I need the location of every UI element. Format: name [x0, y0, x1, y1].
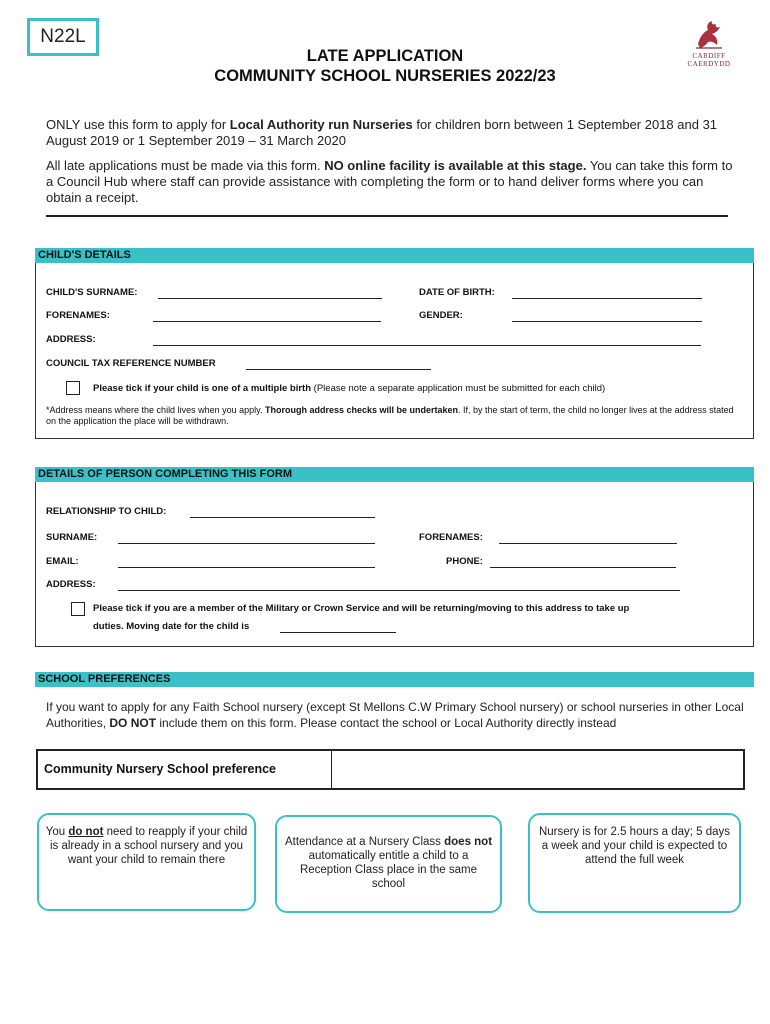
address-note-bold: Thorough address checks will be undertaken [264, 405, 459, 415]
logo-text-cy: CAERDYDD [687, 60, 731, 68]
intro-1-bold: Local Authority run Nurseries [229, 117, 413, 132]
phone-field[interactable] [490, 567, 676, 568]
email-label: EMAIL: [46, 556, 79, 567]
dob-field[interactable] [512, 298, 702, 299]
form-code: N22L [40, 26, 86, 47]
title-line-1: LATE APPLICATION [306, 47, 464, 65]
preference-table [36, 749, 745, 790]
tip-box-reception [275, 815, 502, 913]
gender-field[interactable] [512, 321, 702, 322]
address-note-text-end: . If, by the start of term, the child no longer lives at the address stated on the application the place will be withdrawn. [46, 405, 734, 426]
intro-1-text: ONLY use this form to apply for [46, 117, 230, 132]
title-line-2: COMMUNITY SCHOOL NURSERIES 2022/23 [214, 67, 556, 85]
section-header-person: DETAILS OF PERSON COMPLETING THIS FORM [35, 467, 754, 482]
address-note [46, 405, 746, 427]
moving-date-field[interactable] [280, 632, 396, 633]
relationship-label: RELATIONSHIP TO CHILD: [46, 506, 167, 517]
intro-1-text-end: for children born between 1 September 2018 and 31 August 2019 or 1 September 2019 – 31 March 2020 [46, 117, 718, 148]
preference-label: Community Nursery School preference [38, 751, 332, 788]
intro-2-text: All late applications must be made via this form. [46, 158, 325, 173]
page-title [0, 46, 770, 86]
intro-2-text-end: You can take this form to a Council Hub where staff can provide assistance with completing the form or to hand deliver forms where you can obtain a receipt. [46, 158, 733, 205]
child-surname-label: CHILD'S SURNAME: [46, 287, 138, 298]
child-forenames-label: FORENAMES: [46, 310, 110, 321]
intro-paragraph-2 [46, 158, 742, 206]
council-tax-label: COUNCIL TAX REFERENCE NUMBER [46, 358, 216, 369]
council-tax-field[interactable] [246, 369, 431, 370]
multiple-birth-bold: Please tick if your child is one of a multiple birth [93, 383, 312, 394]
military-text-2: duties. Moving date for the child is [93, 621, 250, 632]
multiple-birth-text [93, 383, 605, 395]
person-forenames-label: FORENAMES: [419, 532, 483, 543]
school-text-bold: DO NOT [109, 716, 157, 730]
section-header-child: CHILD'S DETAILS [35, 248, 754, 263]
person-address-label: ADDRESS: [46, 579, 96, 590]
relationship-field[interactable] [190, 517, 375, 518]
gender-label: GENDER: [419, 310, 463, 321]
address-note-text: *Address means where the child lives when you apply. [46, 405, 265, 415]
tip-1-emphasis: do not [68, 826, 104, 838]
tip-box-reapply [37, 813, 256, 911]
tip-3-text: Nursery is for 2.5 hours a day; 5 days a week and your child is expected to attend the full week [538, 826, 731, 866]
logo-text-en: CARDIFF [692, 52, 726, 60]
section-header-school: SCHOOL PREFERENCES [35, 672, 754, 687]
school-text-end: include them on this form. Please contact the school or Local Authority directly instead [156, 716, 617, 730]
child-forenames-field[interactable] [153, 321, 381, 322]
intro-2-bold: NO online facility is available at this stage. [324, 158, 587, 173]
tip-2-bold: does not [444, 836, 493, 848]
person-forenames-field[interactable] [499, 543, 677, 544]
child-address-label: ADDRESS: [46, 334, 96, 345]
preference-input[interactable] [333, 751, 743, 788]
multiple-birth-note: (Please note a separate application must be submitted for each child) [311, 383, 606, 394]
child-details-box [35, 263, 754, 439]
multiple-birth-checkbox[interactable] [66, 381, 80, 395]
child-surname-field[interactable] [158, 298, 382, 299]
tip-1-text-end: need to reapply if your child is already in a school nursery and you want your child to remain there [49, 826, 248, 866]
tip-box-hours [528, 813, 741, 913]
person-surname-label: SURNAME: [46, 532, 98, 543]
person-address-field[interactable] [118, 590, 680, 591]
person-surname-field[interactable] [118, 543, 375, 544]
divider [46, 215, 728, 217]
military-checkbox[interactable] [71, 602, 85, 616]
child-address-field[interactable] [153, 345, 701, 346]
military-text-1: Please tick if you are a member of the Military or Crown Service and will be returning/moving to this address to take up [93, 603, 630, 614]
person-details-box [35, 482, 754, 647]
phone-label: PHONE: [446, 556, 483, 567]
school-text: If you want to apply for any Faith School nursery (except St Mellons C.W Primary School nursery) or school nurseries in other Local Authorities, [46, 700, 744, 730]
intro-paragraph-1 [46, 117, 742, 149]
email-field[interactable] [118, 567, 375, 568]
tip-2-text: Attendance at a Nursery Class [284, 836, 445, 848]
tip-1-text: You [45, 826, 69, 838]
tip-2-text-end: automatically entitle a child to a Reception Class place in the same school [299, 850, 478, 890]
school-preferences-text [46, 699, 746, 731]
dob-label: DATE OF BIRTH: [419, 287, 495, 298]
